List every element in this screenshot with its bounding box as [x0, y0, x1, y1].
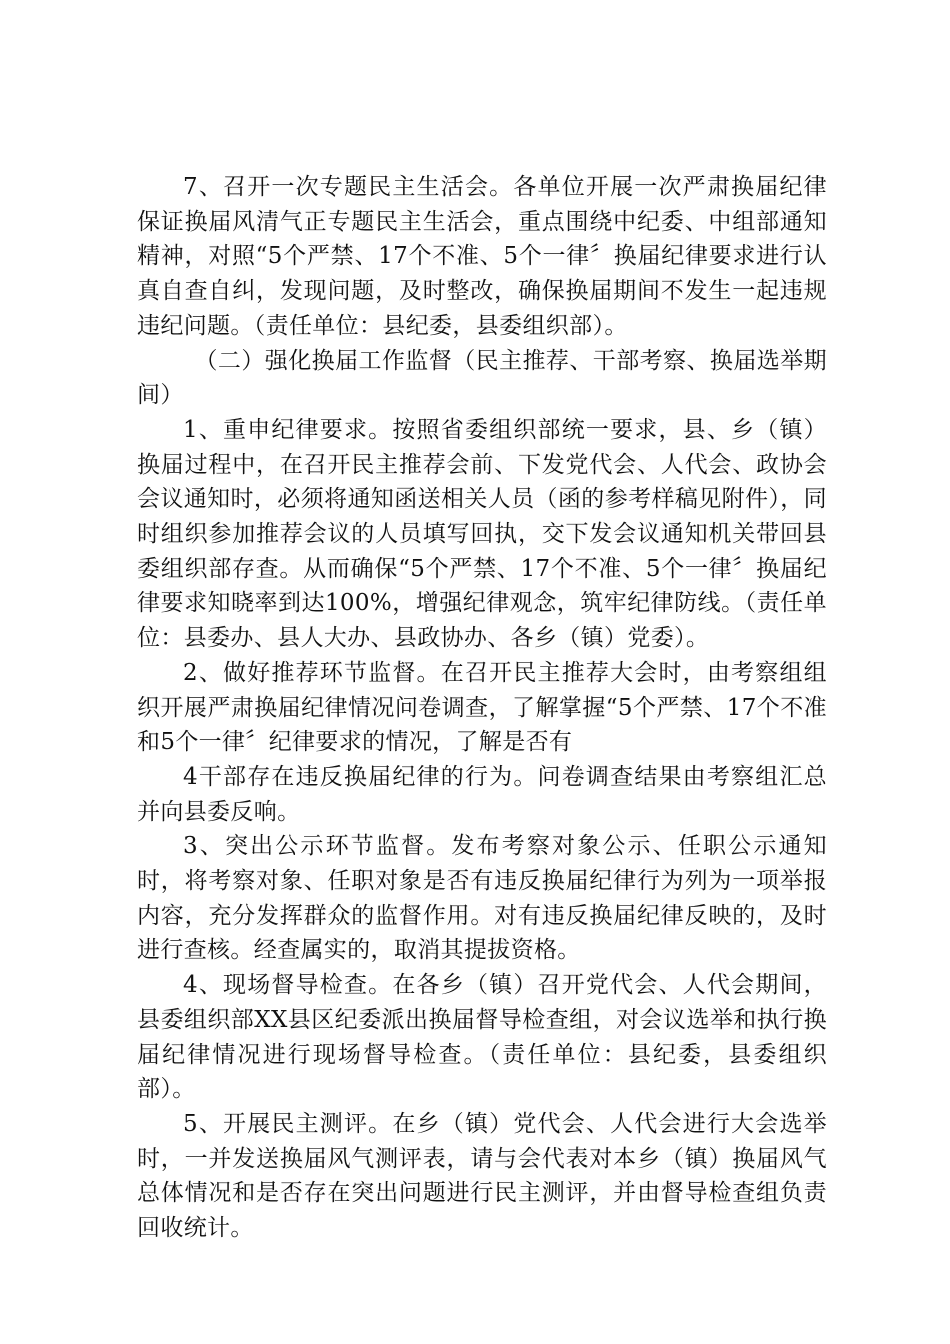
- paragraph-item-2-recommendation-supervision: 2、做好推荐环节监督。在召开民主推荐大会时，由考察组组织开展严肃换届纪律情况问卷调查，了解掌握“5个严禁、17个不准和5个一律〞纪律要求的情况，了解是否有: [137, 659, 827, 756]
- section-heading-supervision: （二）强化换届工作监督（民主推荐、干部考察、换届选举期间）: [137, 347, 827, 409]
- paragraph-item-7-democratic-life-meeting: 7、召开一次专题民主生活会。各单位开展一次严肃换届纪律保证换届风清气正专题民主生活会，重点围绕中纪委、中组部通知精神，对照“5个严禁、17个不准、5个一律〞换届纪律要求进行认真自查自纠，发现问题，及时整改，确保换届期间不发生一起违规违纪问题。（责任单位：县纪委，县委组织部）。: [137, 174, 827, 339]
- paragraph-item-4-onsite-inspection: 4、现场督导检查。在各乡（镇）召开党代会、人代会期间，县委组织部XX县区纪委派出换届督导检查组，对会议选举和执行换届纪律情况进行现场督导检查。（责任单位：县纪委，县委组织部）。: [137, 972, 827, 1103]
- paragraph-item-5-democratic-evaluation: 5、开展民主测评。在乡（镇）党代会、人代会进行大会选举时，一并发送换届风气测评表，请与会代表对本乡（镇）换届风气总体情况和是否存在突出问题进行民主测评，并由督导检查组负责回收统计。: [137, 1110, 827, 1242]
- document-body: [137, 170, 827, 1246]
- paragraph-survey-results: 4干部存在违反换届纪律的行为。问卷调查结果由考察组汇总并向县委反响。: [137, 763, 827, 825]
- paragraph-item-1-discipline-requirements: 1、重申纪律要求。按照省委组织部统一要求，县、乡（镇）换届过程中，在召开民主推荐会前、下发党代会、人代会、政协会会议通知时，必须将通知函送相关人员（函的参考样稿见附件），同时组织参加推荐会议的人员填写回执，交下发会议通知机关带回县委组织部存查。从而确保“5个严禁、17个不准、5个一律〞换届纪律要求知晓率到达100%，增强纪律观念，筑牢纪律防线。（责任单位：县委办、县人大办、县政协办、各乡（镇）党委）。: [137, 416, 827, 652]
- paragraph-item-3-publicity-supervision: 3、突出公示环节监督。发布考察对象公示、任职公示通知时，将考察对象、任职对象是否有违反换届纪律行为列为一项举报内容，充分发挥群众的监督作用。对有违反换届纪律反映的，及时进行查核。经查属实的，取消其提拔资格。: [137, 833, 827, 964]
